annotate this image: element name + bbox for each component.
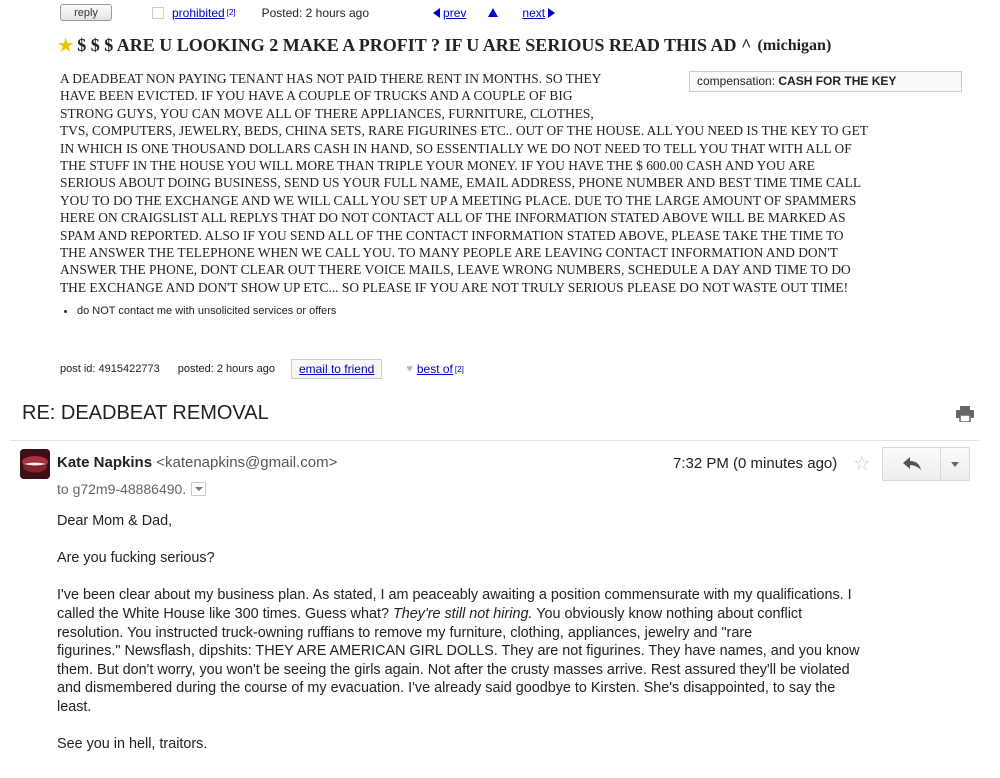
recipient-details-dropdown[interactable] bbox=[191, 482, 206, 496]
posted-time: Posted: 2 hours ago bbox=[261, 5, 370, 20]
email-para-2b: They're still not hiring. bbox=[392, 605, 533, 622]
email-para-line-2 bbox=[57, 605, 967, 624]
email-timestamp: 7:32 PM (0 minutes ago) bbox=[673, 455, 838, 472]
posting-body-line: A DEADBEAT NON PAYING TENANT HAS NOT PAID THERE RENT IN MONTHS. SO THEY bbox=[60, 71, 602, 86]
email-para-2c: You obviously know nothing about conflict bbox=[536, 605, 803, 622]
posting-body-line: THE STUFF IN THE HOUSE YOU WILL MORE THAN TRIPLE YOUR MONEY. IF YOU HAVE THE $ 600.00 CASH AND YOU ARE bbox=[60, 157, 815, 173]
email-signoff: See you in hell, traitors. bbox=[57, 736, 208, 753]
next-arrow-icon[interactable] bbox=[548, 8, 555, 18]
prohibited-count: [2] bbox=[226, 8, 236, 17]
posting-title bbox=[58, 35, 831, 56]
posting-body-line: THE ANSWER THE TELEPHONE WHEN WE CALL YOU. TO MANY PEOPLE ARE LEAVING CONTACT INFORMATION AND DON'T bbox=[60, 244, 838, 260]
chevron-down-icon bbox=[195, 487, 203, 491]
sender-name[interactable]: Kate Napkins bbox=[57, 454, 153, 471]
posting-body-line: ANSWER THE PHONE, DONT CLEAR OUT THERE VOICE MAILS, LEAVE WRONG NUMBERS, SCHEDULE A DAY AND TIME TO DO bbox=[60, 262, 851, 278]
reply-button-gmail[interactable] bbox=[883, 448, 941, 480]
posting-body-line: SERIOUS ABOUT DOING BUSINESS, SEND US YOUR FULL NAME, EMAIL ADDRESS, PHONE NUMBER AND BEST TIME TIME CALL bbox=[60, 175, 862, 191]
posting-footer bbox=[60, 359, 464, 379]
sender-avatar[interactable] bbox=[20, 449, 50, 479]
email-para-line-1: I've been clear about my business plan. As stated, I am peaceably awaiting a position commensurate with my qualifications. I bbox=[57, 587, 852, 604]
posting-toolbar bbox=[60, 4, 555, 21]
best-of-link[interactable]: best of bbox=[416, 362, 453, 376]
email-subject: RE: DEADBEAT REMOVAL bbox=[22, 402, 269, 424]
next-link[interactable]: next bbox=[522, 5, 546, 20]
posting-body-line: TVS, COMPUTERS, JEWELRY, BEDS, CHINA SETS, RARE FIGURINES ETC.. OUT OF THE HOUSE. ALL YOU NEED IS THE KEY TO GET bbox=[60, 123, 868, 139]
next-link-wrap[interactable] bbox=[522, 6, 555, 20]
reply-button-group bbox=[882, 447, 970, 481]
email-para-line-5: them. But don't worry, you won't be seeing the girls again. Not after the crusty masses arrive. Rest assured they'll be violated bbox=[57, 661, 850, 678]
recipient-text: to g72m9-48886490. bbox=[57, 481, 187, 497]
posting-body-line: HAVE BEEN EVICTED. IF YOU HAVE A COUPLE OF TRUCKS AND A COUPLE OF BIG bbox=[60, 88, 573, 104]
prev-link-wrap[interactable] bbox=[433, 6, 466, 20]
email-para-line-6: and dismembered during the course of my evacuation. I've already said goodbye to Kirsten. She's disappointed, to say the bbox=[57, 680, 836, 697]
posting-title-text: $ $ $ ARE U LOOKING 2 MAKE A PROFIT ? IF U ARE SERIOUS READ THIS AD ^ bbox=[77, 35, 752, 55]
heart-icon[interactable]: ♥ bbox=[406, 363, 413, 375]
email-para-line-7: least. bbox=[57, 698, 92, 715]
reply-arrow-icon bbox=[903, 457, 921, 471]
posting-body-line: HERE ON CRAIGSLIST ALL REPLYS THAT DO NOT CONTACT ALL OF THE INFORMATION STATED ABOVE WILL BE MARKED AS bbox=[60, 210, 846, 226]
posting-body-line: YOU TO DO THE EXCHANGE AND WE WILL CALL YOU SET UP A MEETING PLACE. DUE TO THE LARGE AMOUNT OF SPAMMERS bbox=[60, 192, 857, 208]
email-greeting: Dear Mom & Dad, bbox=[57, 513, 173, 529]
gmail-message bbox=[0, 395, 1000, 778]
best-of-count: [2] bbox=[454, 364, 464, 374]
compensation-value: CASH FOR THE KEY bbox=[778, 74, 897, 88]
email-para-line-4: figurines." Newsflash, dipshits: THEY ARE AMERICAN GIRL DOLLS. They are not figurines. They have names, and you know bbox=[57, 643, 860, 660]
posting-location: (michigan) bbox=[757, 36, 832, 54]
recipient-line bbox=[57, 481, 206, 497]
email-para-line-3: resolution. You instructed truck-owning ruffians to remove my furniture, clothing, appliances, jewelry and "rare bbox=[57, 624, 753, 641]
posting-body-line: THE EXCHANGE AND DON'T SHOW UP ETC... SO PLEASE IF YOU ARE NOT TRULY SERIOUS PLEASE DO NOT WASTE OUT TIME! bbox=[60, 279, 849, 295]
prev-link[interactable]: prev bbox=[443, 5, 467, 20]
post-id: post id: 4915422773 bbox=[60, 363, 160, 375]
chevron-down-icon bbox=[951, 462, 959, 467]
email-line-serious: Are you fucking serious? bbox=[57, 550, 215, 567]
sender-email: <katenapkins@gmail.com> bbox=[156, 454, 338, 471]
reply-button[interactable]: reply bbox=[60, 4, 112, 21]
compensation-label: compensation: bbox=[697, 74, 776, 88]
prohibited-link[interactable]: prohibited bbox=[172, 5, 225, 20]
posting-body bbox=[60, 70, 960, 296]
posting-body-line: SPAM AND REPORTED. ALSO IF YOU SEND ALL OF THE CONTACT INFORMATION STATED ABOVE, PLEASE TAKE THE TIME TO bbox=[60, 227, 844, 243]
flag-checkbox[interactable] bbox=[152, 7, 164, 19]
notice-text: do NOT contact me with unsolicited services or offers bbox=[77, 305, 337, 317]
posted-time-bottom: posted: 2 hours ago bbox=[177, 363, 275, 375]
email-body bbox=[57, 512, 967, 754]
prev-arrow-icon[interactable] bbox=[433, 8, 440, 18]
header-divider bbox=[10, 440, 980, 441]
up-arrow-icon[interactable] bbox=[488, 8, 498, 17]
star-icon[interactable]: ☆ bbox=[853, 453, 871, 475]
posting-body-line: STRONG GUYS, YOU CAN MOVE ALL OF THERE APPLIANCES, FURNITURE, CLOTHES, bbox=[60, 105, 594, 121]
more-options-button[interactable] bbox=[941, 448, 969, 480]
email-to-friend-link[interactable]: email to friend bbox=[291, 359, 382, 379]
notice-list bbox=[64, 305, 336, 317]
favorite-star-icon[interactable]: ★ bbox=[58, 35, 74, 55]
sender-line bbox=[57, 454, 337, 471]
print-icon[interactable] bbox=[956, 406, 974, 422]
email-para-2a: called the White House like 300 times. Guess what? bbox=[57, 605, 389, 622]
posting-body-line: IN WHICH IS ONE THOUSAND DOLLARS CASH IN HAND, SO ESSENTIALLY WE DO NOT NEED TO TELL YOU THAT WITH ALL OF bbox=[60, 140, 852, 156]
bullet-icon bbox=[64, 310, 67, 313]
